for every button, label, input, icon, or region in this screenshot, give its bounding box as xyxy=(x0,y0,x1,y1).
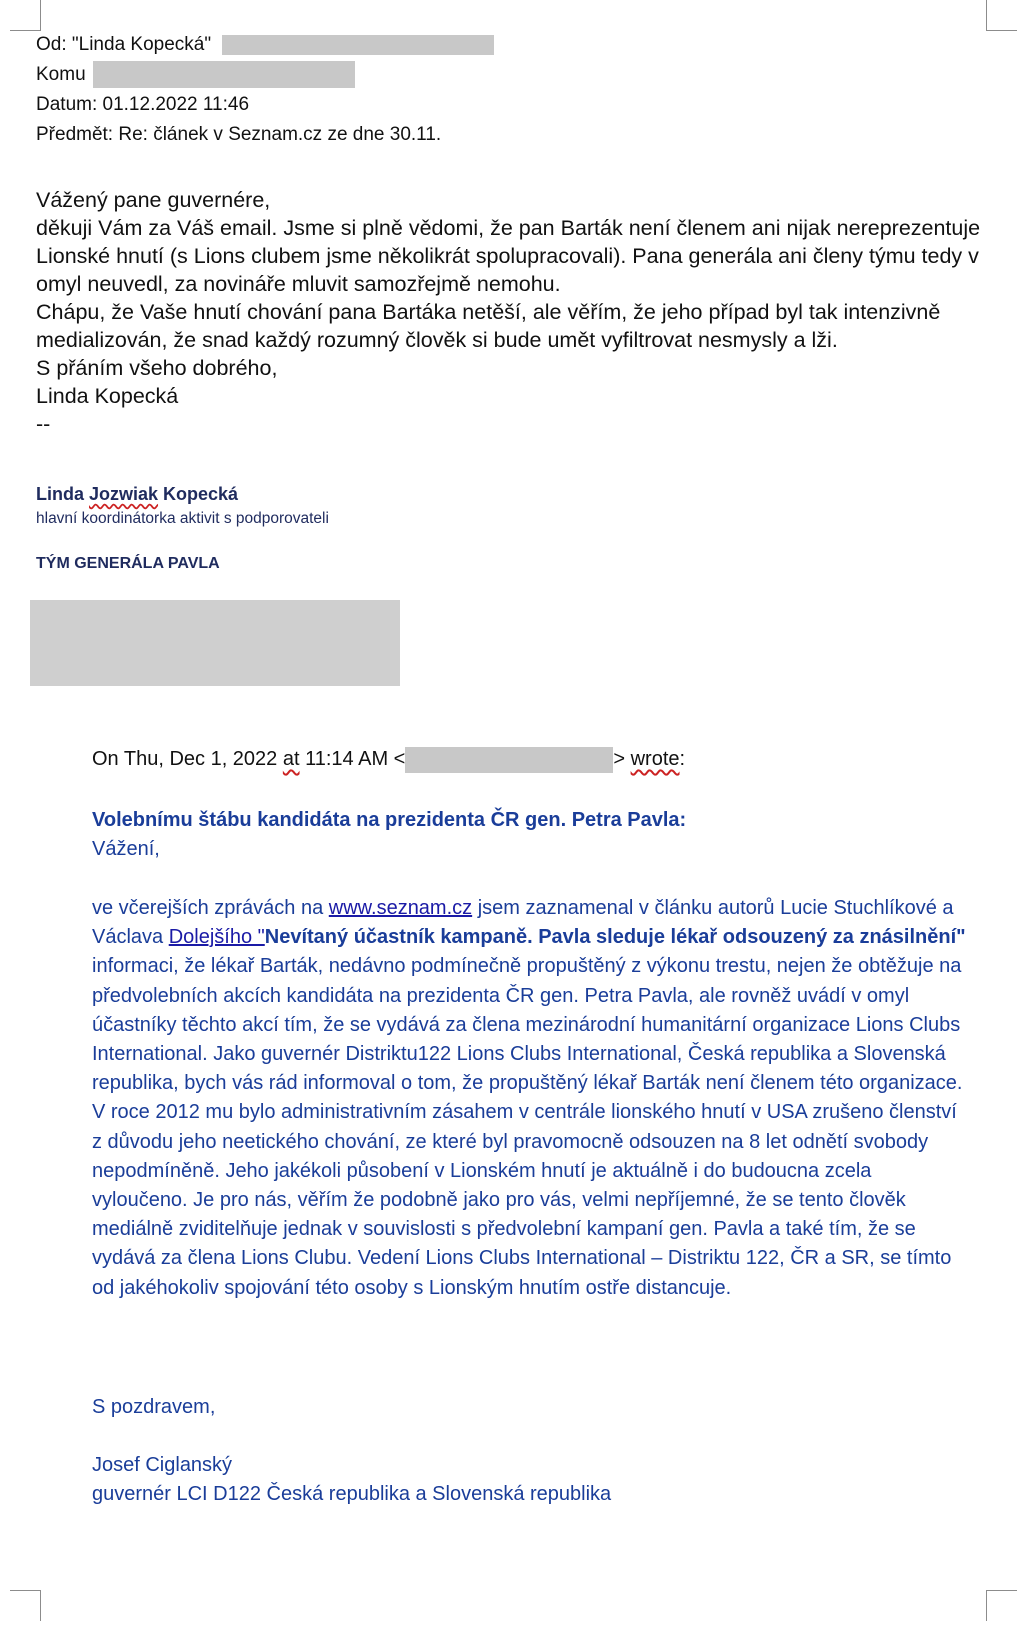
signature-name: Linda Jozwiak Kopecká xyxy=(36,484,239,504)
spellcheck-underlined-word: wrote xyxy=(630,748,680,770)
article-title: Nevítaný účastník kampaně. Pavla sleduje lékař odsouzený za znásilnění" xyxy=(264,926,966,949)
signature-separator: -- xyxy=(36,412,51,436)
quoted-signer: Josef Ciglanský xyxy=(92,1454,233,1476)
page-corner-mark xyxy=(986,0,1017,31)
seznam-link[interactable]: www.seznam.cz xyxy=(328,897,473,919)
redacted-email xyxy=(222,35,494,55)
subject-line: Předmět: Re: článek v Seznam.cz ze dne 30.11. xyxy=(36,124,442,145)
reply-salutation: Vážený pane guvernére, xyxy=(36,188,271,212)
spellcheck-underlined-word: Jozwiak xyxy=(89,484,159,504)
from-line xyxy=(36,30,494,59)
quoted-message-intro xyxy=(92,806,972,864)
quoted-greeting: Vážení, xyxy=(92,838,160,861)
to-label: Komu xyxy=(36,64,86,85)
from-label: Od: "Linda Kopecká" xyxy=(36,34,212,55)
quoted-regards: S pozdravem, xyxy=(92,1396,216,1418)
quoted-heading: Volebnímu štábu kandidáta na prezidenta ČR gen. Petra Pavla: xyxy=(92,809,687,831)
reply-name: Linda Kopecká xyxy=(36,384,179,408)
signature-role: hlavní koordinátorka aktivit s podporovateli xyxy=(36,510,329,527)
reply-paragraph: Chápu, že Vaše hnutí chování pana Bartáka netěší, ale věřím, že jeho případ byl tak intenzivně medializován, že snad každý rozumný člověk si bude umět vyfiltrovat nesmysly a lži. xyxy=(36,300,941,352)
page-corner-mark xyxy=(10,1590,41,1621)
date-line: Datum: 01.12.2022 11:46 xyxy=(36,94,250,115)
signature-team: TÝM GENERÁLA PAVLA xyxy=(36,555,220,572)
author-link[interactable]: Dolejšího " xyxy=(168,926,265,949)
redacted-sender-email xyxy=(405,747,613,773)
reply-paragraph: děkuji Vám za Váš email. Jsme si plně vědomi, že pan Barták není členem ani nijak nereprezentuje Lionské hnutí (s Lions clubem jsme několikrát spolupracovali). Pana generála ani členy týmu tedy v omyl neuvedl, za novináře mluvit samozřejmě nemohu. xyxy=(36,216,981,296)
redacted-recipient xyxy=(93,61,355,88)
reply-body xyxy=(36,186,986,438)
page-corner-mark xyxy=(986,1590,1017,1621)
quoted-signer-title: guvernér LCI D122 Česká republika a Slovenská republika xyxy=(92,1483,612,1505)
reply-closing: S přáním všeho dobrého, xyxy=(36,356,278,380)
redacted-logo xyxy=(30,600,400,686)
page-corner-mark xyxy=(10,0,41,31)
to-line xyxy=(36,60,355,89)
quoted-paragraph: ve včerejších zprávách na www.seznam.cz jsem zaznamenal v článku autorů Lucie Stuchlíkové a Václava Dolejšího "Nevítaný účastník kampaně. Pavla sleduje lékař odsouzený za znásilnění" informaci, že lékař Barták, nedávno podmínečně propuštěný z výkonu trestu, nejen že obtěžuje na předvolebních akcích kandidáta na prezidenta ČR gen. Petra Pavla, ale rovněž uvádí v omyl účastníky těchto akcí tím, že se vydává za člena mezinárodní humanitární organizace Lions Clubs International. Jako guvernér Distriktu122 Lions Clubs International, Česká republika a Slovenská republika, bych vás rád informoval o tom, že propuštěný lékař Barták není členem této organizace. V roce 2012 mu bylo administrativním zásahem v centrále lionského hnutí v USA zrušeno členství z důvodu jeho neetického chování, ze které byl pravomocně odsouzen na 8 let odnětí svobody nepodmíněně. Jeho jakékoli působení v Lionském hnutí je aktuálně i do budoucna zcela vyloučeno. Je pro nás, věřím že podobně jako pro vás, velmi nepříjemné, že se tento člověk mediálně zviditelňuje jednak v souvislosti s předvolební kampaní gen. Pavla a také tím, že se vydává za člena Lions Clubu. Vedení Lions Clubs International – Distriktu 122, ČR a SR, se tímto od jakéhokoliv spojování této osoby s Lionským hnutím ostře distancuje. xyxy=(92,897,966,1299)
spellcheck-underlined-word: at xyxy=(282,748,300,770)
quote-header: On Thu, Dec 1, 2022 at 11:14 AM < > wrote: xyxy=(92,744,685,774)
